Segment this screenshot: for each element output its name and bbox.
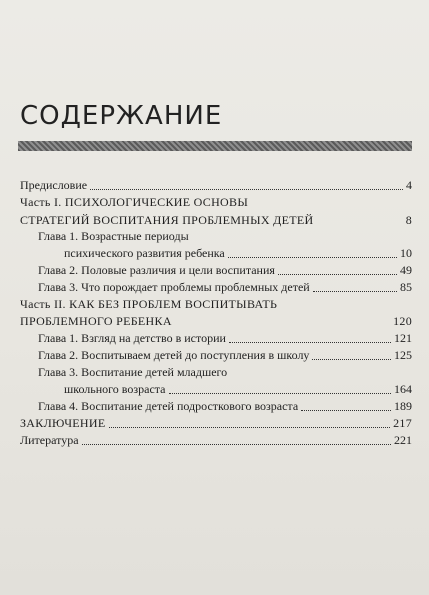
toc-entry-page: 217 [393,416,412,430]
toc-entry-page: 221 [394,433,412,447]
toc-entry-part1-line1 [20,194,412,211]
toc-entry-p2-ch2 [38,347,412,364]
leader-dots [301,409,391,411]
toc-entry-label: школьного возраста [64,382,166,396]
toc-entry-label: Литература [20,433,79,447]
toc-entry-label: Предисловие [20,178,88,192]
toc-entry-conclusion [20,415,412,432]
leader-dots [229,341,391,343]
toc-entry-part2-line1 [20,296,412,313]
toc-entry-ch3 [38,279,412,296]
toc-entry-label: Глава 3. Что порождает проблемы проблемных детей [38,280,310,294]
toc-entry-p2-ch4 [38,398,412,415]
toc-entry-label: Часть I. ПСИХОЛОГИЧЕСКИЕ ОСНОВЫ [20,195,249,209]
toc-entry-page: 49 [400,263,412,277]
leader-dots [313,290,397,292]
toc-entry-ch1-line2 [64,245,412,262]
toc-entry-label: СТРАТЕГИЙ ВОСПИТАНИЯ ПРОБЛЕМНЫХ ДЕТЕЙ [20,213,314,227]
toc-entry-part1-line2 [20,212,412,229]
toc-entry-ch1-line1 [38,228,412,245]
toc-entry-ch2 [38,262,412,279]
toc-entry-label: Глава 3. Воспитание детей младшего [38,365,228,379]
toc-entry-page: 164 [394,382,412,396]
leader-dots [228,256,397,258]
leader-dots [312,358,391,360]
leader-dots [109,426,391,428]
toc-entry-p2-ch1 [38,330,412,347]
toc-entry-label: Глава 2. Половые различия и цели воспитания [38,263,275,277]
toc-entry-page: 85 [400,280,412,294]
leader-dots [82,443,391,445]
toc-entry-page: 4 [406,178,412,192]
toc-entry-literature [20,432,412,449]
leader-gap [175,324,390,325]
leader-dots [278,273,397,275]
toc-entry-page: 120 [393,314,412,328]
page-title: СОДЕРЖАНИЕ [20,101,223,131]
toc-entry-p2-ch3-line2 [64,381,412,398]
toc-entry-page: 10 [400,246,412,260]
toc-entry-label: Глава 4. Воспитание детей подросткового возраста [38,399,299,413]
toc-entry-label: Глава 2. Воспитываем детей до поступления в школу [38,348,310,362]
toc-entry-p2-ch3-line1 [38,364,412,381]
toc-entry-label: Часть II. КАК БЕЗ ПРОБЛЕМ ВОСПИТЫВАТЬ [20,297,278,311]
heading-rule [18,141,412,151]
leader-dots [169,392,391,394]
toc-entry-label: психического развития ребенка [64,246,225,260]
leader-dots [90,188,403,190]
toc-entry-label: ПРОБЛЕМНОГО РЕБЕНКА [20,314,172,328]
toc-entry-preface [20,177,412,194]
toc-entry-label: Глава 1. Возрастные периоды [38,229,189,243]
toc-entry-part2-line2 [20,313,412,330]
toc-entry-page: 189 [394,399,412,413]
leader-gap [317,223,403,224]
toc-entry-label: ЗАКЛЮЧЕНИЕ [20,416,106,430]
toc-entry-page: 121 [394,331,412,345]
toc-entry-page: 8 [405,213,412,227]
toc-entry-label: Глава 1. Взгляд на детство в истории [38,331,226,345]
toc-entry-page: 125 [394,348,412,362]
